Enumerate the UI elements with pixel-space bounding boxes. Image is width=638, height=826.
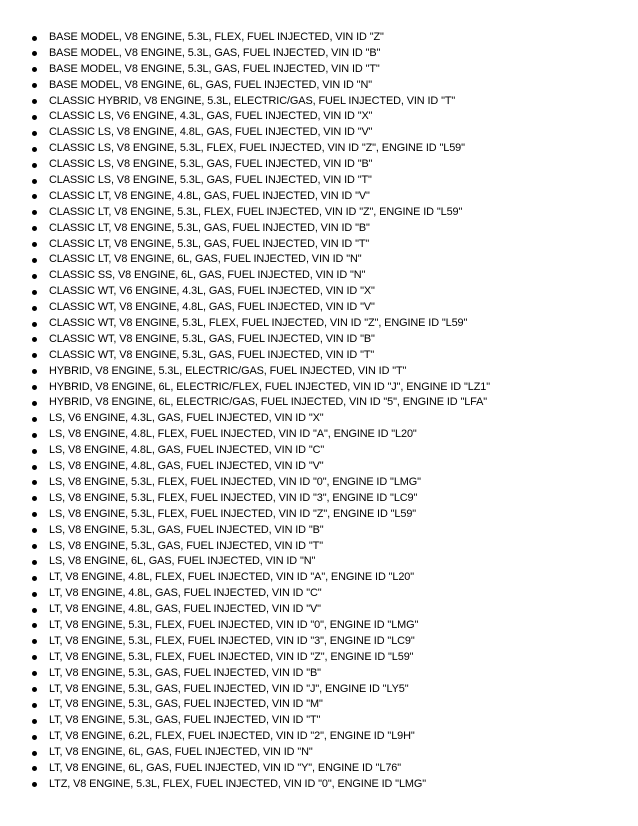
bullet-icon [32,496,37,501]
list-item-text: HYBRID, V8 ENGINE, 6L, ELECTRIC/FLEX, FUEL INJECTED, VIN ID "J", ENGINE ID "LZ1" [49,380,490,393]
list-item-text: CLASSIC WT, V8 ENGINE, 5.3L, FLEX, FUEL INJECTED, VIN ID "Z", ENGINE ID "L59" [49,317,468,330]
bullet-icon [32,194,37,199]
list-item-text: LS, V8 ENGINE, 5.3L, FLEX, FUEL INJECTED, VIN ID "3", ENGINE ID "LC9" [49,491,418,504]
bullet-icon [32,36,37,41]
bullet-icon [32,433,37,438]
list-item-text: LS, V8 ENGINE, 5.3L, FLEX, FUEL INJECTED, VIN ID "Z", ENGINE ID "L59" [49,507,417,520]
list-item-text: BASE MODEL, V8 ENGINE, 5.3L, GAS, FUEL INJECTED, VIN ID "B" [49,46,381,59]
list-item [0,332,638,348]
list-item [0,761,638,777]
list-item-text: LS, V8 ENGINE, 5.3L, GAS, FUEL INJECTED, VIN ID "T" [49,539,323,552]
list-item [0,570,638,586]
list-item-text: CLASSIC HYBRID, V8 ENGINE, 5.3L, ELECTRIC/GAS, FUEL INJECTED, VIN ID "T" [49,94,456,107]
list-item [0,523,638,539]
list-item-text: LT, V8 ENGINE, 5.3L, GAS, FUEL INJECTED, VIN ID "J", ENGINE ID "LY5" [49,682,409,695]
list-item-text: LS, V8 ENGINE, 6L, GAS, FUEL INJECTED, VIN ID "N" [49,555,316,568]
bullet-icon [32,512,37,517]
list-item-text: CLASSIC LT, V8 ENGINE, 5.3L, GAS, FUEL INJECTED, VIN ID "T" [49,237,370,250]
bullet-icon [32,719,37,724]
list-item-text: LT, V8 ENGINE, 5.3L, GAS, FUEL INJECTED, VIN ID "B" [49,666,321,679]
list-item [0,443,638,459]
list-item [0,364,638,380]
list-item-text: LS, V8 ENGINE, 4.8L, FLEX, FUEL INJECTED, VIN ID "A", ENGINE ID "L20" [49,428,417,441]
bullet-icon [32,67,37,72]
list-item-text: BASE MODEL, V8 ENGINE, 6L, GAS, FUEL INJECTED, VIN ID "N" [49,78,372,91]
list-item-text: LT, V8 ENGINE, 4.8L, GAS, FUEL INJECTED, VIN ID "C" [49,587,322,600]
list-item-text: BASE MODEL, V8 ENGINE, 5.3L, FLEX, FUEL INJECTED, VIN ID "Z" [49,31,384,43]
list-item [0,539,638,555]
list-item [0,459,638,475]
bullet-icon [32,337,37,342]
list-item [0,507,638,523]
bullet-icon [32,608,37,613]
list-item [0,30,638,46]
bullet-icon [32,401,37,406]
bullet-icon [32,274,37,279]
bullet-icon [32,592,37,597]
list-item-text: LS, V6 ENGINE, 4.3L, GAS, FUEL INJECTED, VIN ID "X" [49,412,324,425]
bullet-icon [32,449,37,454]
list-item [0,618,638,634]
list-item [0,94,638,110]
bullet-icon [32,480,37,485]
list-item-text: LT, V8 ENGINE, 5.3L, GAS, FUEL INJECTED, VIN ID "M" [49,698,323,711]
bullet-icon [32,623,37,628]
list-item-text: CLASSIC LS, V8 ENGINE, 5.3L, GAS, FUEL INJECTED, VIN ID "B" [49,158,373,171]
list-item-text: CLASSIC LS, V8 ENGINE, 4.8L, GAS, FUEL INJECTED, VIN ID "V" [49,126,373,139]
list-item [0,78,638,94]
list-item [0,729,638,745]
list-item [0,713,638,729]
bullet-icon [32,576,37,581]
bullet-icon [32,417,37,422]
bullet-icon [32,782,37,787]
bullet-icon [32,115,37,120]
list-item [0,634,638,650]
bullet-icon [32,163,37,168]
list-item-text: CLASSIC LT, V8 ENGINE, 5.3L, FLEX, FUEL INJECTED, VIN ID "Z", ENGINE ID "L59" [49,205,463,218]
bullet-icon [32,639,37,644]
vehicle-options-list [0,30,638,793]
bullet-icon [32,671,37,676]
list-item-text: HYBRID, V8 ENGINE, 5.3L, ELECTRIC/GAS, FUEL INJECTED, VIN ID "T" [49,364,407,377]
list-item [0,316,638,332]
list-item [0,475,638,491]
list-item-text: CLASSIC LT, V8 ENGINE, 6L, GAS, FUEL INJECTED, VIN ID "N" [49,253,362,266]
list-item [0,427,638,443]
list-item-text: LS, V8 ENGINE, 4.8L, GAS, FUEL INJECTED, VIN ID "V" [49,460,324,473]
list-item-text: LS, V8 ENGINE, 4.8L, GAS, FUEL INJECTED, VIN ID "C" [49,444,325,457]
list-item-text: CLASSIC SS, V8 ENGINE, 6L, GAS, FUEL INJECTED, VIN ID "N" [49,269,366,282]
bullet-icon [32,735,37,740]
list-item [0,682,638,698]
list-item [0,777,638,793]
bullet-icon [32,369,37,374]
list-item-text: LT, V8 ENGINE, 6L, GAS, FUEL INJECTED, VIN ID "Y", ENGINE ID "L76" [49,761,402,774]
list-item-text: CLASSIC WT, V6 ENGINE, 4.3L, GAS, FUEL INJECTED, VIN ID "X" [49,285,375,298]
list-item [0,268,638,284]
list-item [0,650,638,666]
list-item [0,697,638,713]
list-item [0,157,638,173]
list-item-text: CLASSIC WT, V8 ENGINE, 5.3L, GAS, FUEL INJECTED, VIN ID "B" [49,332,375,345]
list-item-text: CLASSIC LS, V6 ENGINE, 4.3L, GAS, FUEL INJECTED, VIN ID "X" [49,110,373,123]
bullet-icon [32,147,37,152]
list-item-text: LT, V8 ENGINE, 6.2L, FLEX, FUEL INJECTED, VIN ID "2", ENGINE ID "L9H" [49,730,415,743]
list-item [0,395,638,411]
list-item [0,46,638,62]
list-item-text: LT, V8 ENGINE, 5.3L, FLEX, FUEL INJECTED, VIN ID "3", ENGINE ID "LC9" [49,634,415,647]
bullet-icon [32,258,37,263]
bullet-icon [32,655,37,660]
bullet-icon [32,306,37,311]
list-item [0,666,638,682]
list-item-text: LTZ, V8 ENGINE, 5.3L, FLEX, FUEL INJECTED, VIN ID "0", ENGINE ID "LMG" [49,777,427,790]
list-item-text: LS, V8 ENGINE, 5.3L, FLEX, FUEL INJECTED, VIN ID "0", ENGINE ID "LMG" [49,475,421,488]
bullet-icon [32,751,37,756]
list-item-text: CLASSIC LT, V8 ENGINE, 4.8L, GAS, FUEL INJECTED, VIN ID "V" [49,189,370,202]
bullet-icon [32,99,37,104]
bullet-icon [32,83,37,88]
bullet-icon [32,528,37,533]
list-item [0,300,638,316]
list-item [0,586,638,602]
list-item [0,491,638,507]
bullet-icon [32,544,37,549]
list-item [0,380,638,396]
bullet-icon [32,179,37,184]
list-item-text: LS, V8 ENGINE, 5.3L, GAS, FUEL INJECTED, VIN ID "B" [49,523,324,536]
bullet-icon [32,131,37,136]
bullet-icon [32,226,37,231]
bullet-icon [32,385,37,390]
list-item [0,189,638,205]
list-item-text: LT, V8 ENGINE, 4.8L, FLEX, FUEL INJECTED, VIN ID "A", ENGINE ID "L20" [49,571,415,584]
list-item [0,237,638,253]
bullet-icon [32,242,37,247]
list-item [0,125,638,141]
list-item-text: CLASSIC WT, V8 ENGINE, 5.3L, GAS, FUEL INJECTED, VIN ID "T" [49,348,375,361]
list-item [0,173,638,189]
bullet-icon [32,51,37,56]
list-item [0,284,638,300]
list-item [0,745,638,761]
list-item [0,109,638,125]
list-item [0,221,638,237]
list-item [0,411,638,427]
list-item-text: BASE MODEL, V8 ENGINE, 5.3L, GAS, FUEL INJECTED, VIN ID "T" [49,62,380,75]
list-item-text: LT, V8 ENGINE, 5.3L, FLEX, FUEL INJECTED, VIN ID "Z", ENGINE ID "L59" [49,650,414,663]
list-item-text: LT, V8 ENGINE, 5.3L, FLEX, FUEL INJECTED, VIN ID "0", ENGINE ID "LMG" [49,618,419,631]
list-item-text: LT, V8 ENGINE, 4.8L, GAS, FUEL INJECTED, VIN ID "V" [49,603,321,616]
list-item-text: LT, V8 ENGINE, 5.3L, GAS, FUEL INJECTED, VIN ID "T" [49,714,321,727]
list-item [0,62,638,78]
bullet-icon [32,766,37,771]
bullet-icon [32,465,37,470]
list-item [0,348,638,364]
list-item-text: LT, V8 ENGINE, 6L, GAS, FUEL INJECTED, VIN ID "N" [49,746,313,759]
bullet-icon [32,210,37,215]
bullet-icon [32,687,37,692]
list-item-text: CLASSIC LS, V8 ENGINE, 5.3L, GAS, FUEL INJECTED, VIN ID "T" [49,174,372,187]
list-item [0,141,638,157]
bullet-icon [32,703,37,708]
list-item-text: CLASSIC LS, V8 ENGINE, 5.3L, FLEX, FUEL INJECTED, VIN ID "Z", ENGINE ID "L59" [49,142,465,155]
bullet-icon [32,560,37,565]
bullet-icon [32,322,37,327]
bullet-icon [32,353,37,358]
list-item [0,554,638,570]
list-item-text: HYBRID, V8 ENGINE, 6L, ELECTRIC/GAS, FUEL INJECTED, VIN ID "5", ENGINE ID "LFA" [49,396,488,409]
list-item-text: CLASSIC LT, V8 ENGINE, 5.3L, GAS, FUEL INJECTED, VIN ID "B" [49,221,370,234]
document-page [0,30,638,793]
list-item [0,252,638,268]
list-item-text: CLASSIC WT, V8 ENGINE, 4.8L, GAS, FUEL INJECTED, VIN ID "V" [49,301,375,314]
list-item [0,205,638,221]
bullet-icon [32,290,37,295]
list-item [0,602,638,618]
